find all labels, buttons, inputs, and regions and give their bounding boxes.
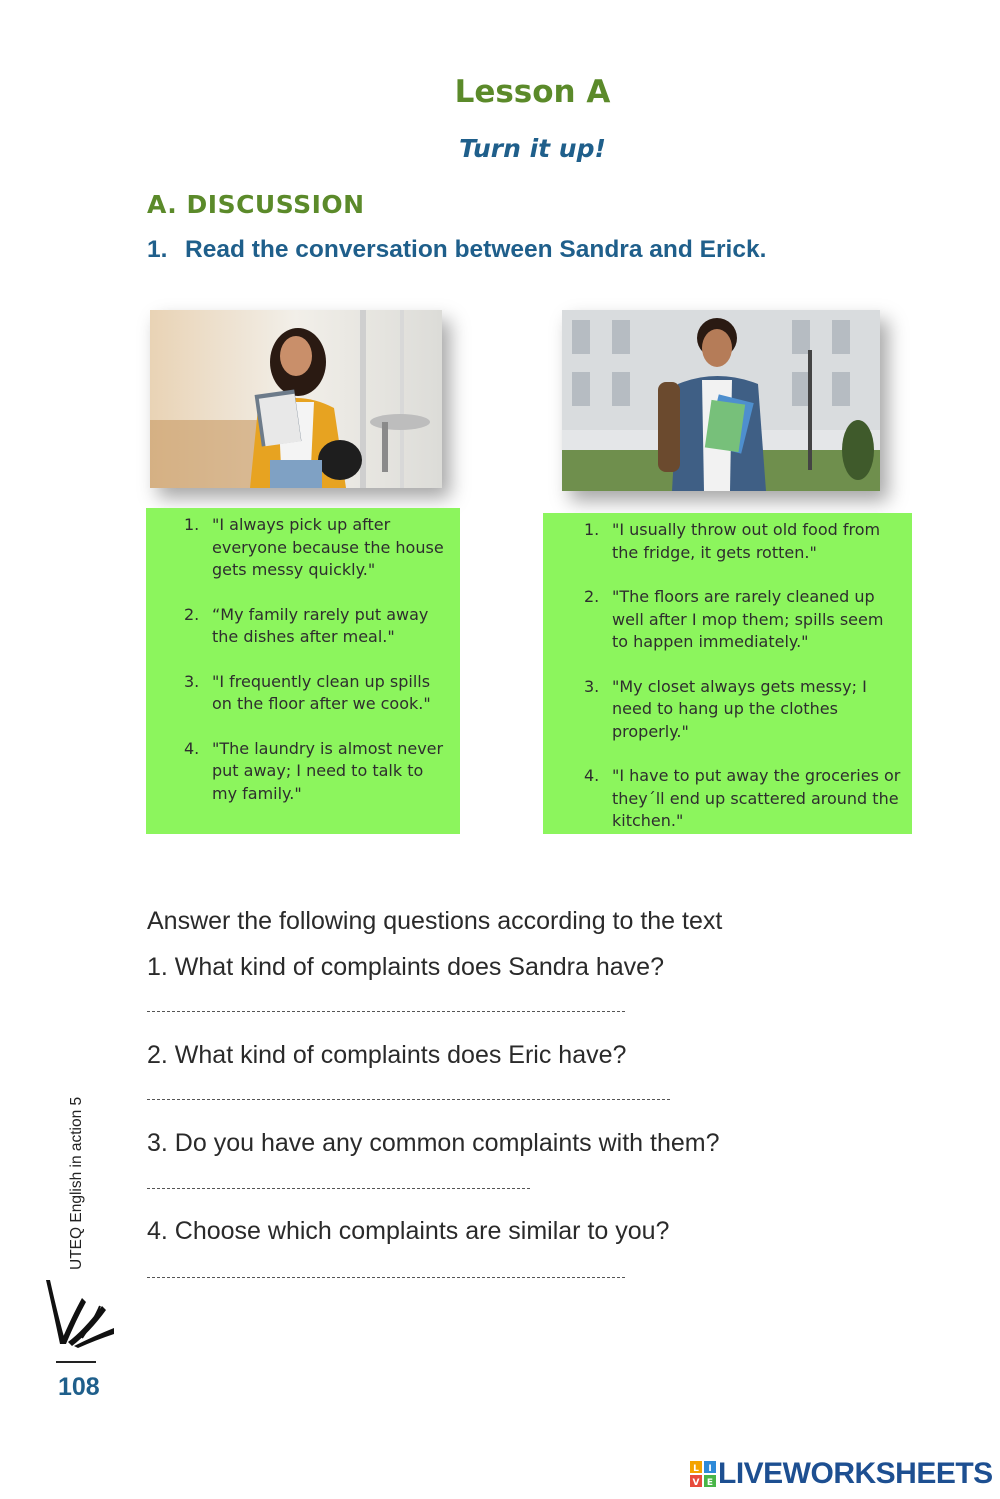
quote-number: 1. bbox=[184, 515, 200, 534]
erick-quote-4 bbox=[584, 765, 902, 833]
sandra-quote-1 bbox=[184, 514, 446, 582]
sandra-quote-list bbox=[184, 514, 446, 805]
page-number-rule bbox=[56, 1361, 96, 1363]
liveworksheets-icon bbox=[690, 1461, 716, 1487]
svg-text:I: I bbox=[708, 1464, 712, 1474]
sandra-quote-3 bbox=[184, 671, 446, 716]
question-1: 1. What kind of complaints does Sandra have? bbox=[147, 953, 664, 981]
page-number: 108 bbox=[58, 1373, 100, 1401]
instruction-text: Read the conversation between Sandra and Erick. bbox=[185, 236, 767, 263]
answer-line-4[interactable] bbox=[147, 1277, 625, 1278]
sandra-quote-4 bbox=[184, 738, 446, 806]
instruction bbox=[147, 236, 766, 264]
quote-number: 2. bbox=[584, 587, 600, 606]
erick-photo-illustration bbox=[562, 310, 880, 491]
questions-intro: Answer the following questions according to the text bbox=[147, 907, 723, 935]
lesson-subtitle: Turn it up! bbox=[459, 134, 606, 163]
sandra-photo-illustration bbox=[150, 310, 442, 488]
liveworksheets-wordmark: LIVEWORKSHEETS bbox=[718, 1457, 993, 1490]
answer-line-1[interactable] bbox=[147, 1011, 625, 1012]
question-2: 2. What kind of complaints does Eric have? bbox=[147, 1041, 627, 1069]
lesson-title: Lesson A bbox=[454, 74, 611, 110]
sandra-quote-2 bbox=[184, 604, 446, 649]
quote-text: "I have to put away the groceries or they´ll end up scattered around the kitchen." bbox=[612, 766, 901, 830]
quote-number: 4. bbox=[184, 738, 200, 758]
quote-number: 3. bbox=[584, 676, 600, 696]
side-book-title: UTEQ English in action 5 bbox=[68, 1096, 85, 1270]
answer-line-3[interactable] bbox=[147, 1188, 530, 1189]
svg-text:E: E bbox=[706, 1478, 714, 1487]
erick-quote-1 bbox=[584, 519, 902, 564]
quote-text: “My family rarely put away the dishes after meal." bbox=[212, 604, 429, 646]
quote-text: "My closet always gets messy; I need to hang up the clothes properly." bbox=[612, 676, 867, 741]
quote-number: 1. bbox=[584, 520, 600, 539]
book-icon bbox=[42, 1276, 118, 1348]
section-heading: A. DISCUSSION bbox=[147, 190, 365, 219]
erick-quote-3 bbox=[584, 676, 902, 744]
instruction-number: 1. bbox=[147, 236, 168, 263]
question-3: 3. Do you have any common complaints with them? bbox=[147, 1129, 720, 1157]
liveworksheets-logo[interactable] bbox=[690, 1457, 993, 1491]
sandra-photo bbox=[150, 310, 442, 488]
quote-text: "I frequently clean up spills on the floor after we cook." bbox=[212, 671, 431, 713]
quote-number: 3. bbox=[184, 671, 200, 691]
quote-number: 2. bbox=[184, 604, 200, 624]
quote-number: 4. bbox=[584, 766, 600, 785]
erick-photo bbox=[562, 310, 880, 491]
answer-line-2[interactable] bbox=[147, 1099, 670, 1100]
quote-text: "I usually throw out old food from the fridge, it gets rotten." bbox=[612, 520, 881, 562]
quote-text: "I always pick up after everyone because the house gets messy quickly." bbox=[212, 515, 444, 579]
erick-quote-2 bbox=[584, 586, 902, 654]
quote-text: "The laundry is almost never put away; I need to talk to my family." bbox=[212, 738, 444, 803]
quote-text: "The floors are rarely cleaned up well after I mop them; spills seem to happen immediately." bbox=[612, 587, 884, 651]
question-4: 4. Choose which complaints are similar to you? bbox=[147, 1217, 670, 1245]
svg-text:L: L bbox=[693, 1464, 699, 1474]
erick-quote-list bbox=[584, 519, 902, 833]
svg-text:V: V bbox=[692, 1478, 700, 1487]
